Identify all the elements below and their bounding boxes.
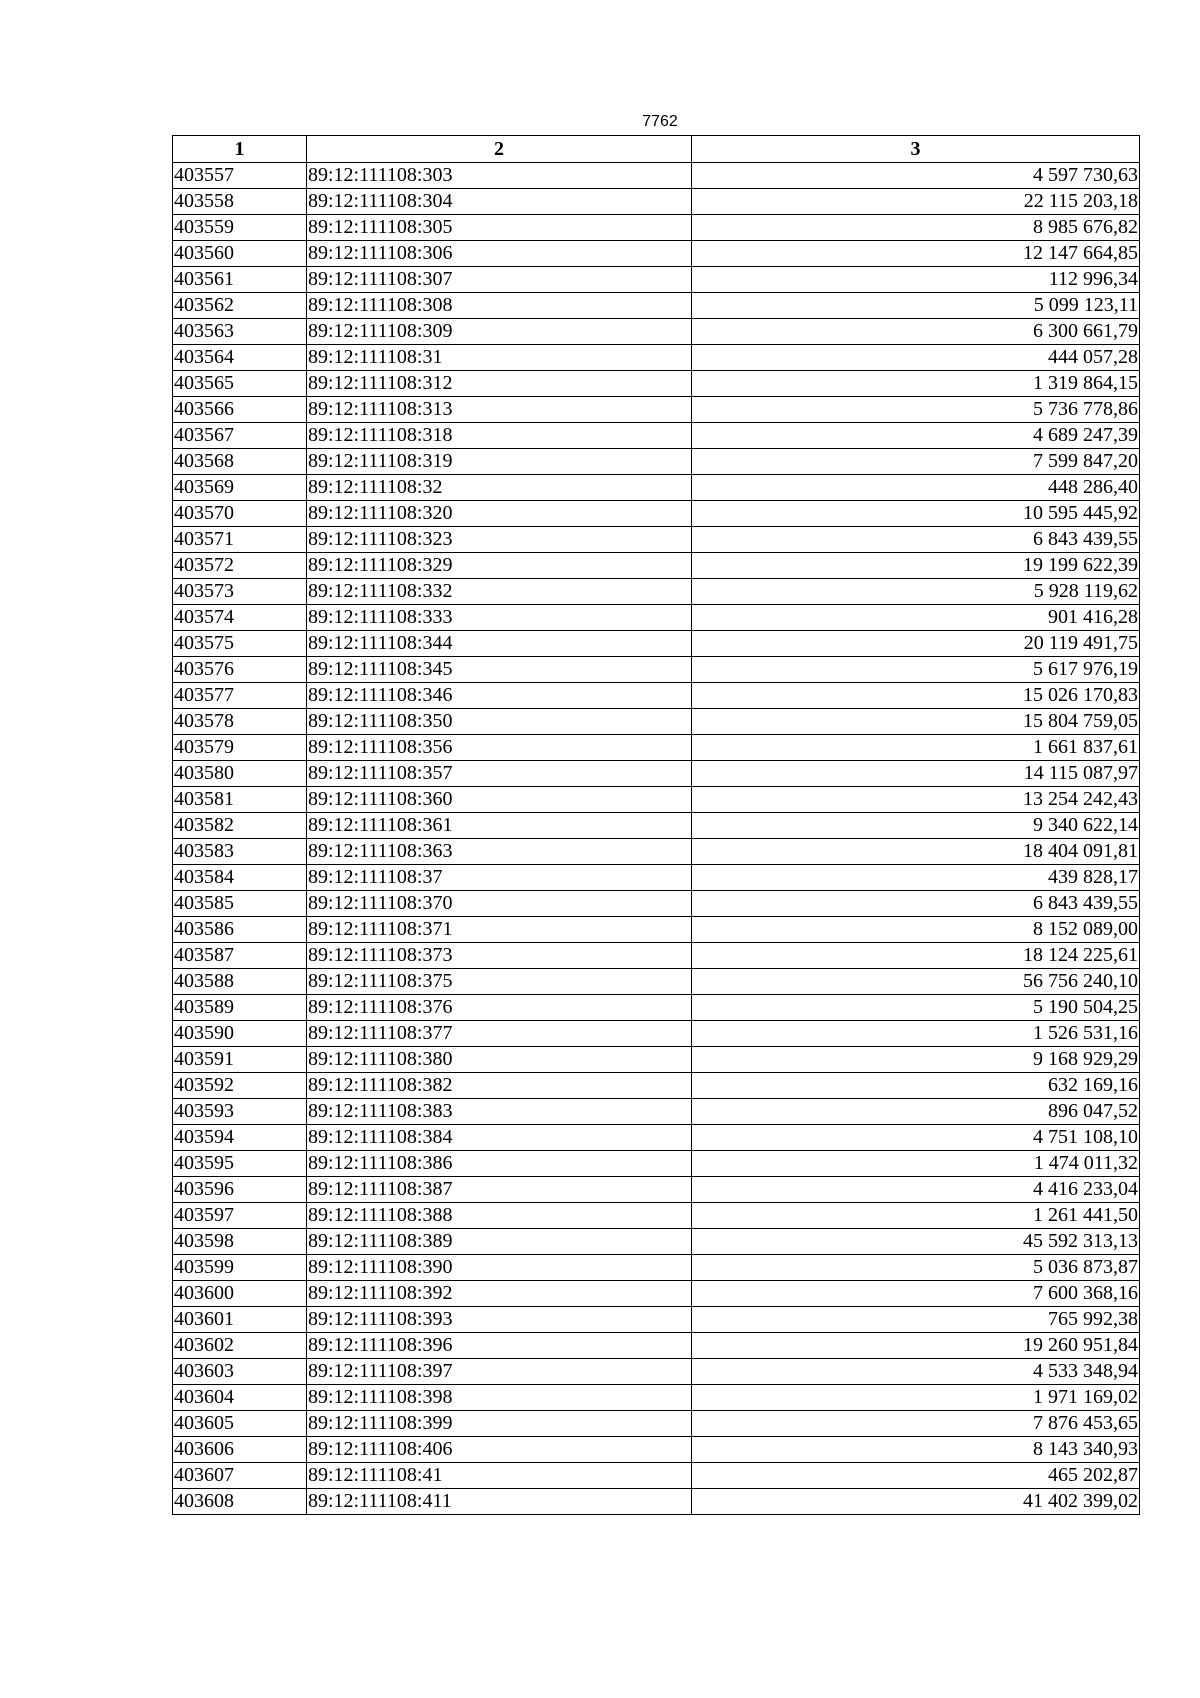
cadastral-number-cell: 89:12:111108:380 (307, 1047, 692, 1073)
cadastral-number-cell: 89:12:111108:361 (307, 813, 692, 839)
cadastral-number-cell: 89:12:111108:312 (307, 371, 692, 397)
row-number-cell: 403587 (173, 943, 307, 969)
table-row (173, 683, 1140, 709)
row-number-cell: 403566 (173, 397, 307, 423)
cadastral-value-cell: 19 199 622,39 (692, 553, 1140, 579)
table-row (173, 527, 1140, 553)
row-number-cell: 403590 (173, 1021, 307, 1047)
cadastral-value-cell: 6 300 661,79 (692, 319, 1140, 345)
row-number-cell: 403574 (173, 605, 307, 631)
cadastral-number-cell: 89:12:111108:384 (307, 1125, 692, 1151)
table-row (173, 449, 1140, 475)
row-number-cell: 403605 (173, 1411, 307, 1437)
cadastral-value-cell: 8 143 340,93 (692, 1437, 1140, 1463)
cadastral-number-cell: 89:12:111108:373 (307, 943, 692, 969)
cadastral-number-cell: 89:12:111108:390 (307, 1255, 692, 1281)
table-row (173, 163, 1140, 189)
cadastral-value-cell: 14 115 087,97 (692, 761, 1140, 787)
cadastral-number-cell: 89:12:111108:396 (307, 1333, 692, 1359)
cadastral-number-cell: 89:12:111108:386 (307, 1151, 692, 1177)
cadastral-number-cell: 89:12:111108:329 (307, 553, 692, 579)
cadastral-value-cell: 632 169,16 (692, 1073, 1140, 1099)
cadastral-value-cell: 7 876 453,65 (692, 1411, 1140, 1437)
cadastral-number-cell: 89:12:111108:398 (307, 1385, 692, 1411)
table-row (173, 709, 1140, 735)
table-row (173, 241, 1140, 267)
cadastral-value-cell: 15 804 759,05 (692, 709, 1140, 735)
row-number-cell: 403558 (173, 189, 307, 215)
cadastral-value-cell: 896 047,52 (692, 1099, 1140, 1125)
table-row (173, 1099, 1140, 1125)
row-number-cell: 403559 (173, 215, 307, 241)
row-number-cell: 403599 (173, 1255, 307, 1281)
cadastral-value-cell: 1 661 837,61 (692, 735, 1140, 761)
cadastral-value-cell: 7 600 368,16 (692, 1281, 1140, 1307)
cadastral-value-cell: 8 152 089,00 (692, 917, 1140, 943)
row-number-cell: 403598 (173, 1229, 307, 1255)
cadastral-number-cell: 89:12:111108:303 (307, 163, 692, 189)
table-row (173, 397, 1140, 423)
row-number-cell: 403601 (173, 1307, 307, 1333)
table-row (173, 319, 1140, 345)
cadastral-number-cell: 89:12:111108:397 (307, 1359, 692, 1385)
column-header-3: 3 (692, 136, 1140, 163)
cadastral-number-cell: 89:12:111108:332 (307, 579, 692, 605)
table-row (173, 1385, 1140, 1411)
cadastral-number-cell: 89:12:111108:392 (307, 1281, 692, 1307)
cadastral-number-cell: 89:12:111108:360 (307, 787, 692, 813)
table-row (173, 1229, 1140, 1255)
cadastral-number-cell: 89:12:111108:377 (307, 1021, 692, 1047)
cadastral-value-cell: 765 992,38 (692, 1307, 1140, 1333)
cadastral-value-cell: 5 736 778,86 (692, 397, 1140, 423)
column-header-1: 1 (173, 136, 307, 163)
cadastral-number-cell: 89:12:111108:411 (307, 1489, 692, 1515)
cadastral-number-cell: 89:12:111108:389 (307, 1229, 692, 1255)
cadastral-value-table (172, 135, 1140, 1515)
row-number-cell: 403575 (173, 631, 307, 657)
cadastral-number-cell: 89:12:111108:304 (307, 189, 692, 215)
row-number-cell: 403591 (173, 1047, 307, 1073)
table-row (173, 215, 1140, 241)
table-row (173, 1255, 1140, 1281)
cadastral-value-cell: 5 036 873,87 (692, 1255, 1140, 1281)
cadastral-number-cell: 89:12:111108:333 (307, 605, 692, 631)
cadastral-number-cell: 89:12:111108:41 (307, 1463, 692, 1489)
table-row (173, 345, 1140, 371)
table-header (173, 136, 1140, 163)
table-row (173, 1333, 1140, 1359)
table-row (173, 865, 1140, 891)
cadastral-number-cell: 89:12:111108:388 (307, 1203, 692, 1229)
cadastral-number-cell: 89:12:111108:319 (307, 449, 692, 475)
table-row (173, 1125, 1140, 1151)
table-row (173, 475, 1140, 501)
row-number-cell: 403583 (173, 839, 307, 865)
row-number-cell: 403567 (173, 423, 307, 449)
cadastral-value-cell: 4 533 348,94 (692, 1359, 1140, 1385)
row-number-cell: 403595 (173, 1151, 307, 1177)
cadastral-number-cell: 89:12:111108:320 (307, 501, 692, 527)
table-row (173, 1177, 1140, 1203)
row-number-cell: 403569 (173, 475, 307, 501)
cadastral-number-cell: 89:12:111108:313 (307, 397, 692, 423)
table-row (173, 1463, 1140, 1489)
cadastral-value-cell: 10 595 445,92 (692, 501, 1140, 527)
row-number-cell: 403602 (173, 1333, 307, 1359)
cadastral-value-cell: 19 260 951,84 (692, 1333, 1140, 1359)
table-row (173, 1073, 1140, 1099)
cadastral-value-cell: 20 119 491,75 (692, 631, 1140, 657)
cadastral-number-cell: 89:12:111108:32 (307, 475, 692, 501)
table-row (173, 1307, 1140, 1333)
cadastral-value-cell: 5 190 504,25 (692, 995, 1140, 1021)
cadastral-value-cell: 41 402 399,02 (692, 1489, 1140, 1515)
column-header-2: 2 (307, 136, 692, 163)
table-row (173, 761, 1140, 787)
cadastral-value-cell: 9 340 622,14 (692, 813, 1140, 839)
cadastral-number-cell: 89:12:111108:356 (307, 735, 692, 761)
table-row (173, 969, 1140, 995)
table-row (173, 1021, 1140, 1047)
row-number-cell: 403565 (173, 371, 307, 397)
cadastral-value-cell: 4 689 247,39 (692, 423, 1140, 449)
row-number-cell: 403571 (173, 527, 307, 553)
table-row (173, 293, 1140, 319)
row-number-cell: 403562 (173, 293, 307, 319)
row-number-cell: 403604 (173, 1385, 307, 1411)
table-row (173, 605, 1140, 631)
table-row (173, 657, 1140, 683)
cadastral-number-cell: 89:12:111108:370 (307, 891, 692, 917)
row-number-cell: 403568 (173, 449, 307, 475)
table-row (173, 839, 1140, 865)
row-number-cell: 403580 (173, 761, 307, 787)
row-number-cell: 403596 (173, 1177, 307, 1203)
cadastral-value-cell: 6 843 439,55 (692, 527, 1140, 553)
table-row (173, 1411, 1140, 1437)
cadastral-value-cell: 4 751 108,10 (692, 1125, 1140, 1151)
cadastral-value-cell: 15 026 170,83 (692, 683, 1140, 709)
row-number-cell: 403577 (173, 683, 307, 709)
row-number-cell: 403606 (173, 1437, 307, 1463)
cadastral-number-cell: 89:12:111108:357 (307, 761, 692, 787)
table-row (173, 1281, 1140, 1307)
cadastral-number-cell: 89:12:111108:375 (307, 969, 692, 995)
cadastral-number-cell: 89:12:111108:371 (307, 917, 692, 943)
row-number-cell: 403608 (173, 1489, 307, 1515)
cadastral-value-cell: 4 597 730,63 (692, 163, 1140, 189)
cadastral-number-cell: 89:12:111108:31 (307, 345, 692, 371)
cadastral-value-cell: 13 254 242,43 (692, 787, 1140, 813)
table-row (173, 1151, 1140, 1177)
row-number-cell: 403581 (173, 787, 307, 813)
cadastral-value-cell: 1 261 441,50 (692, 1203, 1140, 1229)
row-number-cell: 403578 (173, 709, 307, 735)
table-row (173, 501, 1140, 527)
cadastral-value-cell: 5 617 976,19 (692, 657, 1140, 683)
table-body (173, 163, 1140, 1515)
cadastral-value-cell: 5 928 119,62 (692, 579, 1140, 605)
table-row (173, 631, 1140, 657)
table-row (173, 1203, 1140, 1229)
cadastral-number-cell: 89:12:111108:318 (307, 423, 692, 449)
row-number-cell: 403589 (173, 995, 307, 1021)
row-number-cell: 403584 (173, 865, 307, 891)
table-row (173, 891, 1140, 917)
cadastral-value-cell: 465 202,87 (692, 1463, 1140, 1489)
cadastral-number-cell: 89:12:111108:37 (307, 865, 692, 891)
cadastral-number-cell: 89:12:111108:307 (307, 267, 692, 293)
row-number-cell: 403563 (173, 319, 307, 345)
cadastral-number-cell: 89:12:111108:387 (307, 1177, 692, 1203)
cadastral-value-cell: 1 526 531,16 (692, 1021, 1140, 1047)
cadastral-value-cell: 9 168 929,29 (692, 1047, 1140, 1073)
row-number-cell: 403560 (173, 241, 307, 267)
cadastral-value-cell: 45 592 313,13 (692, 1229, 1140, 1255)
table-row (173, 579, 1140, 605)
row-number-cell: 403579 (173, 735, 307, 761)
cadastral-value-cell: 1 319 864,15 (692, 371, 1140, 397)
cadastral-number-cell: 89:12:111108:323 (307, 527, 692, 553)
table-row (173, 787, 1140, 813)
row-number-cell: 403600 (173, 1281, 307, 1307)
row-number-cell: 403594 (173, 1125, 307, 1151)
cadastral-number-cell: 89:12:111108:363 (307, 839, 692, 865)
cadastral-number-cell: 89:12:111108:376 (307, 995, 692, 1021)
cadastral-value-cell: 18 124 225,61 (692, 943, 1140, 969)
row-number-cell: 403564 (173, 345, 307, 371)
table-row (173, 371, 1140, 397)
row-number-cell: 403597 (173, 1203, 307, 1229)
row-number-cell: 403570 (173, 501, 307, 527)
table-row (173, 423, 1140, 449)
cadastral-number-cell: 89:12:111108:350 (307, 709, 692, 735)
table-row (173, 813, 1140, 839)
cadastral-value-cell: 439 828,17 (692, 865, 1140, 891)
table-row (173, 553, 1140, 579)
cadastral-number-cell: 89:12:111108:346 (307, 683, 692, 709)
row-number-cell: 403603 (173, 1359, 307, 1385)
table-row (173, 735, 1140, 761)
table-row (173, 189, 1140, 215)
cadastral-value-cell: 12 147 664,85 (692, 241, 1140, 267)
header-row (173, 136, 1140, 163)
cadastral-number-cell: 89:12:111108:383 (307, 1099, 692, 1125)
cadastral-value-cell: 1 474 011,32 (692, 1151, 1140, 1177)
row-number-cell: 403607 (173, 1463, 307, 1489)
row-number-cell: 403576 (173, 657, 307, 683)
table-row (173, 267, 1140, 293)
cadastral-value-cell: 4 416 233,04 (692, 1177, 1140, 1203)
table-row (173, 1437, 1140, 1463)
cadastral-number-cell: 89:12:111108:344 (307, 631, 692, 657)
cadastral-number-cell: 89:12:111108:308 (307, 293, 692, 319)
table-row (173, 917, 1140, 943)
row-number-cell: 403593 (173, 1099, 307, 1125)
row-number-cell: 403557 (173, 163, 307, 189)
row-number-cell: 403572 (173, 553, 307, 579)
row-number-cell: 403561 (173, 267, 307, 293)
cadastral-value-cell: 18 404 091,81 (692, 839, 1140, 865)
cadastral-number-cell: 89:12:111108:382 (307, 1073, 692, 1099)
cadastral-value-cell: 22 115 203,18 (692, 189, 1140, 215)
row-number-cell: 403585 (173, 891, 307, 917)
cadastral-number-cell: 89:12:111108:406 (307, 1437, 692, 1463)
table-row (173, 1359, 1140, 1385)
cadastral-number-cell: 89:12:111108:306 (307, 241, 692, 267)
table-row (173, 1489, 1140, 1515)
cadastral-value-cell: 444 057,28 (692, 345, 1140, 371)
row-number-cell: 403588 (173, 969, 307, 995)
cadastral-value-cell: 901 416,28 (692, 605, 1140, 631)
cadastral-value-cell: 112 996,34 (692, 267, 1140, 293)
cadastral-value-cell: 56 756 240,10 (692, 969, 1140, 995)
row-number-cell: 403582 (173, 813, 307, 839)
cadastral-value-cell: 448 286,40 (692, 475, 1140, 501)
row-number-cell: 403573 (173, 579, 307, 605)
row-number-cell: 403586 (173, 917, 307, 943)
cadastral-number-cell: 89:12:111108:345 (307, 657, 692, 683)
cadastral-number-cell: 89:12:111108:393 (307, 1307, 692, 1333)
cadastral-value-cell: 7 599 847,20 (692, 449, 1140, 475)
cadastral-value-cell: 8 985 676,82 (692, 215, 1140, 241)
cadastral-number-cell: 89:12:111108:309 (307, 319, 692, 345)
cadastral-value-cell: 6 843 439,55 (692, 891, 1140, 917)
cadastral-number-cell: 89:12:111108:399 (307, 1411, 692, 1437)
table-row (173, 1047, 1140, 1073)
table-row (173, 995, 1140, 1021)
cadastral-value-cell: 1 971 169,02 (692, 1385, 1140, 1411)
cadastral-number-cell: 89:12:111108:305 (307, 215, 692, 241)
row-number-cell: 403592 (173, 1073, 307, 1099)
page-number: 7762 (642, 113, 678, 130)
cadastral-value-cell: 5 099 123,11 (692, 293, 1140, 319)
table-row (173, 943, 1140, 969)
